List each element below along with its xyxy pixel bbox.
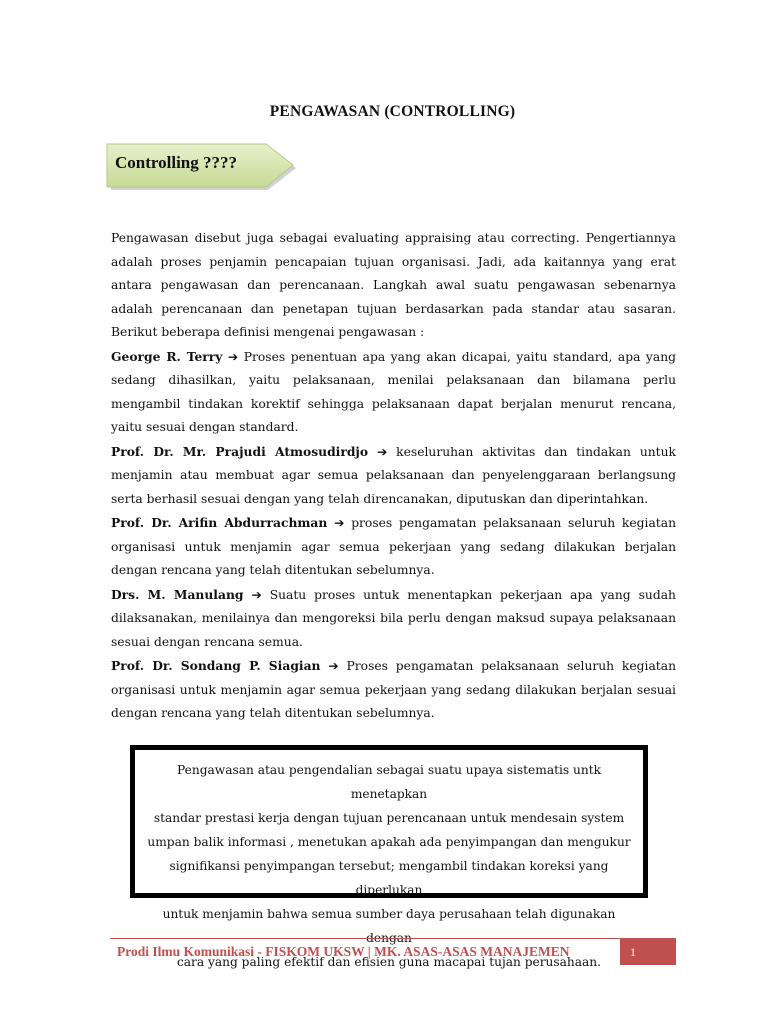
box-line: cara yang paling efektif dan efisien guna macapai tujan perusahaan. [176,955,602,969]
definition-author: George R. Terry [111,348,223,364]
arrow-right-icon: ➔ [227,349,239,364]
arrow-right-icon: ➔ [328,659,339,673]
definition-author: Prof. Dr. Sondang P. Siagian [111,658,321,673]
box-line: signifikansi penyimpangan tersebut; mengambil tindakan koreksi yang diperlukan [169,859,609,897]
footer-text: Prodi Ilmu Komunikasi - FISKOM UKSW | MK. ASAS-ASAS MANAJEMEN [117,944,570,959]
definition-text: Proses penentuan apa yang akan dicapai, yaitu standard, apa yang sedang dihasilkan, yaitu pelaksanaan, menilai pelaksanaan dan bilamana perlu mengambil tindakan korektif sehingga pelaksanaan dapat berjalan menurut rencana, yaitu sesuai dengan standard. [111,349,676,434]
box-line: untuk menjamin bahwa semua sumber daya perusahaan telah digunakan dengan [162,907,616,945]
box-line: umpan balik informasi , menetukan apakah ada penyimpangan dan mengukur [147,835,631,849]
definition-author: Prof. Dr. Arifin Abdurrachman [111,515,328,530]
box-line: standar prestasi kerja dengan tujuan perencanaan untuk mendesain system [153,811,625,825]
page-title: PENGAWASAN (CONTROLLING) [269,103,516,120]
arrow-right-icon: ➔ [251,587,262,602]
body-text [111,227,676,726]
definition-author: Drs. M. Manulang [111,586,244,602]
definition-text: keseluruhan aktivitas dan tindakan untuk menjamin atau membuat agar semua pelaksanaan dan penyelenggaraan berlangsung serta berhasil sesuai dengan yang telah direncanakan, diputuskan dan diperintahkan. [111,444,676,506]
definition-text: Suatu proses untuk menentapkan pekerjaan apa yang sudah dilaksanakan, menilainya dan mengoreksi bila perlu dengan maksud supaya pelaksanaan sesuai dengan rencana semua. [111,587,676,649]
intro-paragraph: Pengawasan disebut juga sebagai evaluating appraising atau correcting. Pengertiannya adalah proses penjamin pencapaian tujuan organisasi. Jadi, ada kaitannya yang erat antara pengawasan dan perencanaan. Langkah awal suatu pengawasan sebenarnya adalah perencanaan dan penetapan tujuan berdasarkan pada standar atau sasaran. Berikut beberapa definisi mengenai pengawasan : [111,231,676,339]
box-line: Pengawasan atau pengendalian sebagai suatu upaya sistematis untk menetapkan [176,763,601,801]
definition-item [111,440,676,512]
definition-item [111,583,676,655]
definition-item [111,511,676,583]
definition-item [111,654,676,726]
definition-author: Prof. Dr. Mr. Prajudi Atmosudirdjo [111,443,369,459]
callout-arrow-shape [106,143,296,189]
arrow-right-icon: ➔ [334,516,345,530]
page-number: 1 [620,939,676,965]
definition-item [111,345,676,440]
callout-label: Controlling ???? [115,153,238,172]
arrow-right-icon: ➔ [376,444,388,459]
definition-text: proses pengamatan pelaksanaan seluruh kegiatan organisasi untuk menjamin agar semua pekerjaan yang sedang dilakukan berjalan dengan rencana yang telah ditentukan sebelumnya. [111,516,676,577]
definition-text: Proses pengamatan pelaksanaan seluruh kegiatan organisasi untuk menjamin agar semua pekerjaan yang sedang dilakukan berjalan sesuai dengan rencana yang telah ditentukan sebelumnya. [111,659,676,720]
page-footer [110,938,676,965]
